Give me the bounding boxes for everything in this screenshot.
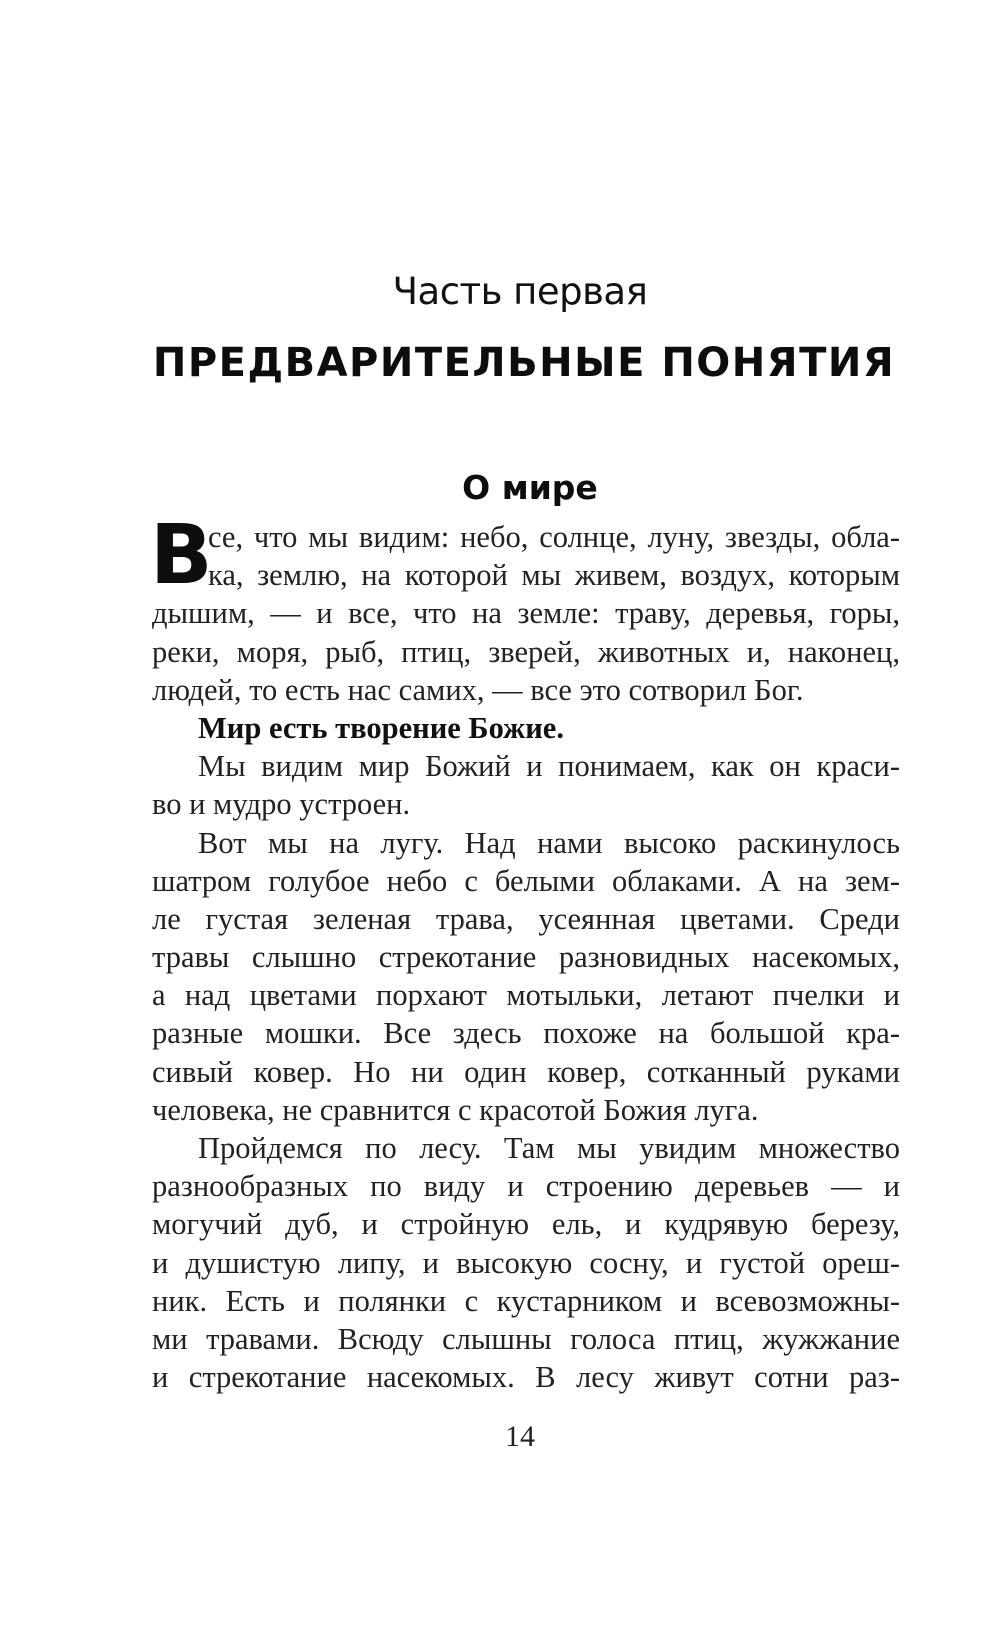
text-line: Вот мы на лугу. Над нами высоко раскинулось bbox=[198, 825, 900, 860]
text-line: и душистую липу, и высокую сосну, и густой ореш- bbox=[152, 1245, 900, 1280]
text-line: ми травами. Всюду слышны голоса птиц, жужжание bbox=[152, 1321, 900, 1356]
text-line: шатром голубое небо с белыми облаками. А на зем- bbox=[152, 863, 900, 898]
text-line: ле густая зеленая трава, усеянная цветами. Среди bbox=[152, 901, 900, 936]
text-line: людей, то есть нас самих, — все это сотворил Бог. bbox=[152, 672, 804, 707]
text-line: разные мошки. Все здесь похоже на большой кра- bbox=[152, 1016, 900, 1051]
section-title: О мире bbox=[462, 468, 598, 507]
text-line: реки, моря, рыб, птиц, зверей, животных и, наконец, bbox=[152, 634, 900, 669]
bold-statement: Мир есть творение Божие. bbox=[198, 710, 564, 745]
text-line: травы слышно стрекотание разновидных насекомых, bbox=[152, 940, 900, 975]
text-line: дышим, — и все, что на земле: траву, деревья, горы, bbox=[152, 596, 900, 631]
text-line: а над цветами порхают мотыльки, летают пчелки и bbox=[152, 978, 900, 1013]
part-label: Часть первая bbox=[392, 270, 648, 313]
text-line: и стрекотание насекомых. В лесу живут сотни раз- bbox=[152, 1360, 900, 1395]
text-line: во и мудро устроен. bbox=[152, 787, 411, 822]
page-number: 14 bbox=[505, 1420, 535, 1453]
text-line: сивый ковер. Но ни один ковер, сотканный руками bbox=[152, 1054, 900, 1089]
text-line: могучий дуб, и стройную ель, и кудрявую березу, bbox=[152, 1207, 900, 1242]
text-line: се, что мы видим: небо, солнце, луну, звезды, обла- bbox=[208, 520, 900, 554]
text-line: человека, не сравнится с красотой Божия луга. bbox=[152, 1092, 759, 1127]
text-line: ка, землю, на которой мы живем, воздух, которым bbox=[208, 558, 900, 593]
text-line: ник. Есть и полянки с кустарником и всевозможны- bbox=[152, 1283, 900, 1318]
part-title: ПРЕДВАРИТЕЛЬНЫЕ ПОНЯТИЯ bbox=[152, 340, 896, 386]
text-line: Мы видим мир Божий и понимаем, как он краси- bbox=[198, 749, 900, 784]
body-text bbox=[150, 508, 900, 1396]
drop-cap: В bbox=[150, 508, 213, 603]
text-line: Пройдемся по лесу. Там мы увидим множество bbox=[198, 1131, 900, 1165]
text-line: разнообразных по виду и строению деревьев — и bbox=[152, 1169, 900, 1204]
